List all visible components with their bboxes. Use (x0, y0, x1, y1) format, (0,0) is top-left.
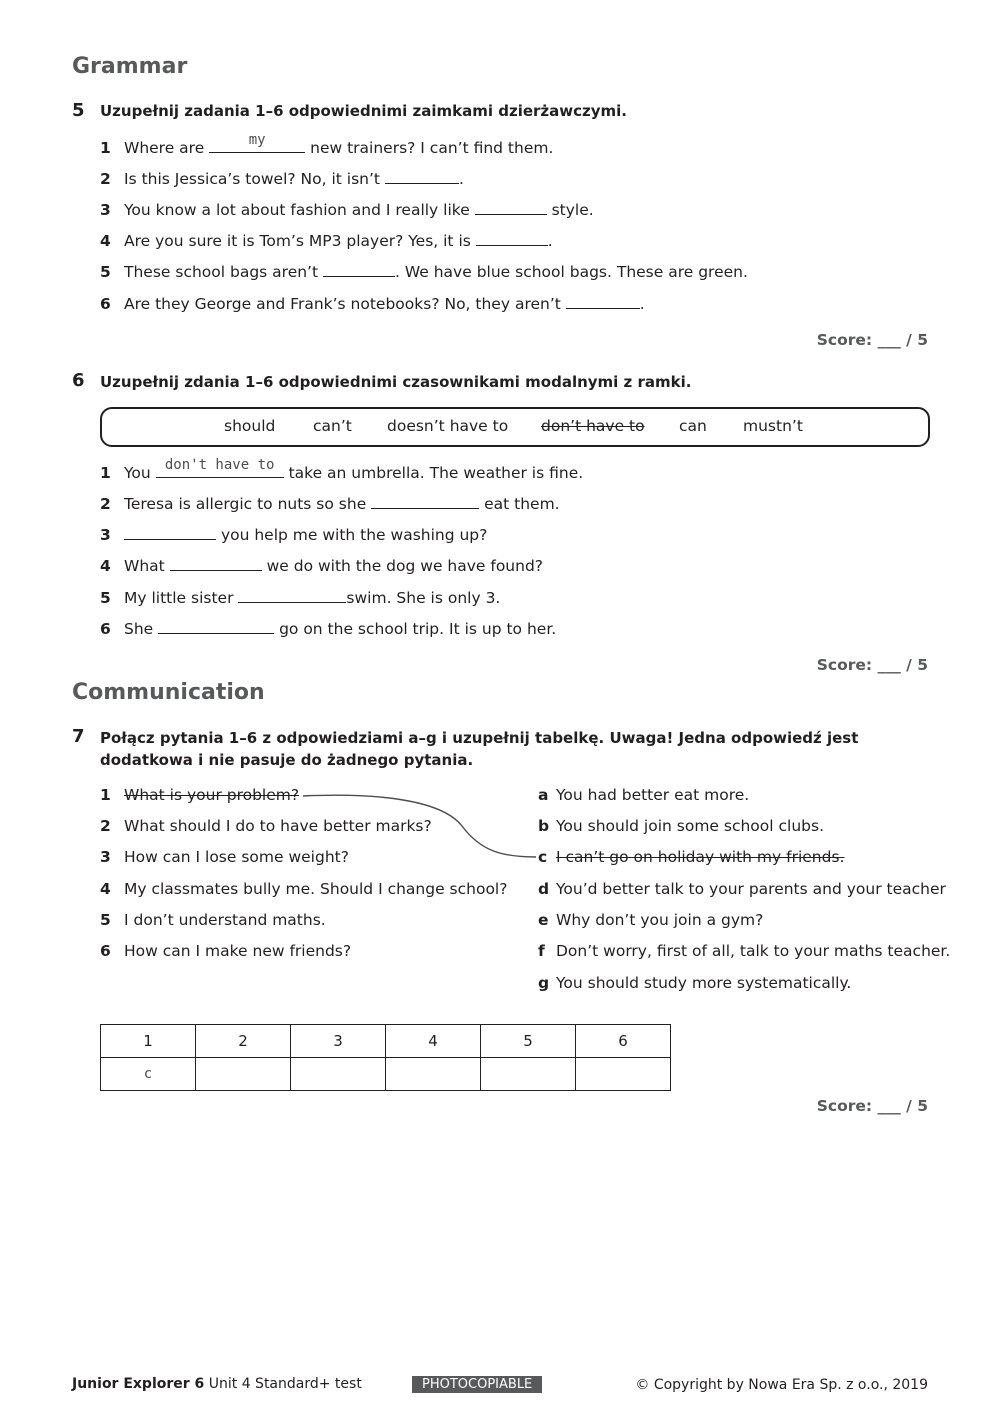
answer-cell[interactable] (481, 1058, 576, 1091)
handwritten-answer: my (248, 132, 266, 148)
word-option: can’t (313, 417, 352, 435)
question-text: What should I do to have better marks? (124, 817, 432, 835)
answer-text: You’d better talk to your parents and your teacher (556, 880, 946, 898)
item-number: 6 (100, 942, 111, 960)
answer-cell[interactable] (196, 1058, 291, 1091)
exercise-instruction: Uzupełnij zadania 1–6 odpowiednimi zaimkami dzierżawczymi. (100, 102, 628, 120)
answer-letter: f (538, 942, 545, 960)
item-text-after: swim. She is only 3. (346, 589, 501, 607)
item-number: 5 (100, 911, 111, 929)
footer-unit: Unit 4 Standard+ test (208, 1376, 362, 1392)
answer-letter: e (538, 911, 549, 929)
item-text-after: . (458, 170, 464, 188)
item-text-after: . (639, 295, 645, 313)
item-number: 3 (100, 526, 111, 544)
item-number: 5 (100, 263, 111, 281)
item-number: 3 (100, 201, 111, 219)
item-text-before: You (124, 464, 151, 482)
answer-cell[interactable] (291, 1058, 386, 1091)
footer-copyright: © Copyright by Nowa Era Sp. z o.o., 2019 (635, 1377, 928, 1393)
answer-cell[interactable]: c (101, 1058, 196, 1091)
item-text-after: style. (551, 201, 594, 219)
answer-text: You should study more systematically. (556, 974, 852, 992)
table-header-row (101, 1025, 671, 1058)
question-text: How can I lose some weight? (124, 848, 349, 866)
question-text: How can I make new friends? (124, 942, 352, 960)
item-text-before: Are they George and Frank’s notebooks? No, they aren’t (124, 295, 561, 313)
answer-letter: d (538, 880, 550, 898)
exercise-instruction: dodatkowa i nie pasuje do żadnego pytania. (100, 751, 474, 769)
exercise-number: 5 (72, 100, 85, 121)
answer-cell[interactable] (576, 1058, 671, 1091)
answer-text: You had better eat more. (556, 786, 750, 804)
footer-book (72, 1376, 362, 1392)
answer-text: You should join some school clubs. (556, 817, 825, 835)
item-text-before: Where are (124, 139, 205, 157)
item-text-before: Teresa is allergic to nuts so she (124, 495, 367, 513)
item-text-before: Is this Jessica’s towel? No, it isn’t (124, 170, 380, 188)
exercise-instruction: Połącz pytania 1–6 z odpowiedziami a–g i uzupełnij tabelkę. Uwaga! Jedna odpowiedź jest (100, 729, 859, 747)
item-number: 1 (100, 464, 111, 482)
item-text-after: we do with the dog we have found? (266, 557, 544, 575)
item-text-before: What (124, 557, 165, 575)
question-text: I don’t understand maths. (124, 911, 326, 929)
item-number: 2 (100, 817, 111, 835)
handwritten-answer: don't have to (164, 457, 275, 473)
table-answer-row (101, 1058, 671, 1091)
table-cell: 6 (576, 1025, 671, 1058)
item-text-before: Are you sure it is Tom’s MP3 player? Yes, it is (124, 232, 471, 250)
item-number: 4 (100, 232, 111, 250)
item-number: 2 (100, 495, 111, 513)
answer-text: Why don’t you join a gym? (556, 911, 764, 929)
table-cell: 4 (386, 1025, 481, 1058)
item-number: 5 (100, 589, 111, 607)
exercise-instruction: Uzupełnij zdania 1–6 odpowiednimi czasownikami modalnymi z ramki. (100, 373, 692, 391)
exercise-number: 6 (72, 370, 85, 391)
item-number: 4 (100, 880, 111, 898)
item-number: 3 (100, 848, 111, 866)
item-text-before: She (124, 620, 154, 638)
table-cell: 3 (291, 1025, 386, 1058)
answer-letter: a (538, 786, 549, 804)
item-text-after: . (547, 232, 553, 250)
section-title-grammar: Grammar (72, 54, 188, 79)
word-option-used: don’t have to (541, 417, 645, 435)
word-option: doesn’t have to (387, 417, 509, 435)
item-text-before: My little sister (124, 589, 234, 607)
question-text: What is your problem? (124, 786, 300, 804)
item-number: 4 (100, 557, 111, 575)
item-text-after: go on the school trip. It is up to her. (279, 620, 557, 638)
table-cell: 5 (481, 1025, 576, 1058)
score-label: Score: ___ / 5 (816, 1097, 928, 1115)
item-text-after: . We have blue school bags. These are green. (395, 263, 748, 281)
answer-letter: g (538, 974, 550, 992)
score-label: Score: ___ / 5 (816, 331, 928, 349)
answer-text: I can’t go on holiday with my friends. (556, 848, 845, 866)
item-text-after: you help me with the washing up? (220, 526, 488, 544)
answer-letter: b (538, 817, 550, 835)
item-number: 6 (100, 620, 111, 638)
word-option: can (679, 417, 707, 435)
table-cell: 1 (101, 1025, 196, 1058)
score-label: Score: ___ / 5 (816, 656, 928, 674)
answer-cell[interactable] (386, 1058, 481, 1091)
word-option: mustn’t (743, 417, 803, 435)
answer-letter: c (538, 848, 548, 866)
item-number: 6 (100, 295, 111, 313)
item-text-before: You know a lot about fashion and I really like (124, 201, 470, 219)
table-cell: 2 (196, 1025, 291, 1058)
question-text: My classmates bully me. Should I change school? (124, 880, 508, 898)
photocopiable-badge: PHOTOCOPIABLE (412, 1376, 542, 1393)
item-text-after: eat them. (484, 495, 560, 513)
exercise-number: 7 (72, 726, 85, 747)
item-text-after: take an umbrella. The weather is fine. (288, 464, 584, 482)
word-option: should (224, 417, 276, 435)
answer-text: Don’t worry, first of all, talk to your maths teacher. (556, 942, 951, 960)
footer-book-title: Junior Explorer 6 (72, 1376, 205, 1392)
section-title-communication: Communication (72, 680, 265, 705)
answer-table (100, 1024, 671, 1091)
item-number: 1 (100, 786, 111, 804)
item-text-before: These school bags aren’t (124, 263, 319, 281)
item-number: 1 (100, 139, 111, 157)
item-text-after: new trainers? I can’t find them. (310, 139, 554, 157)
item-number: 2 (100, 170, 111, 188)
